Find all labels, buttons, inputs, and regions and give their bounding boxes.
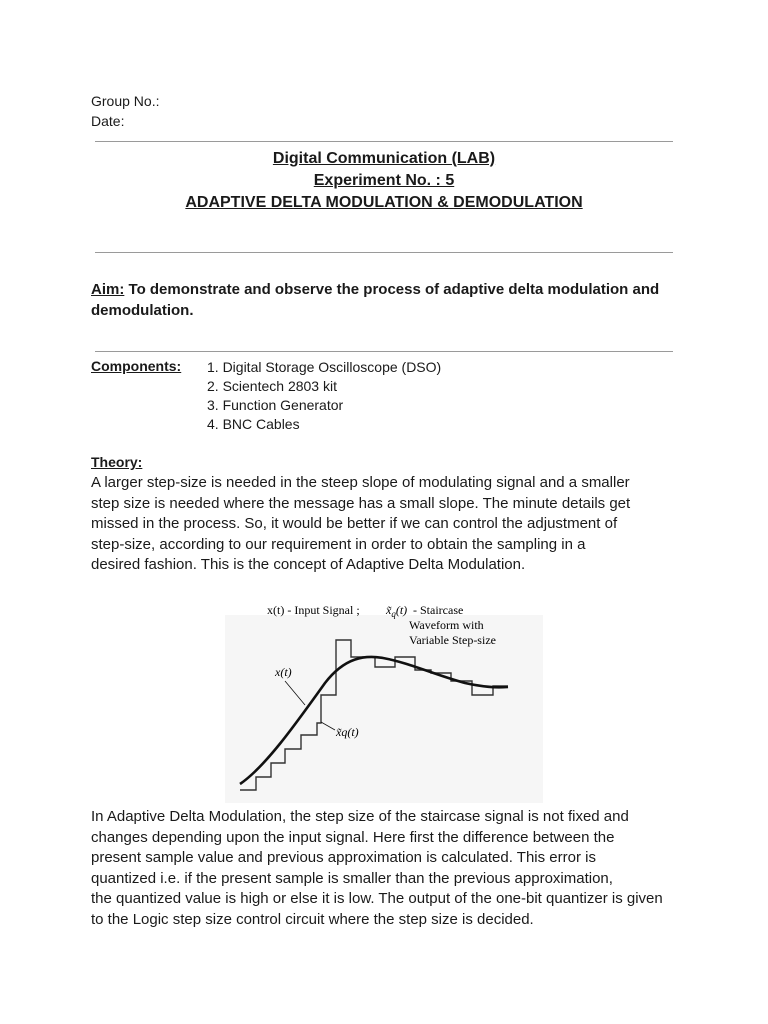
figure-caption-staircase: - Staircase (413, 603, 464, 617)
divider-after-title (95, 252, 673, 253)
aim-text-1: To demonstrate and observe the process of adaptive delta modulation and (128, 281, 660, 298)
aim-text-2: demodulation. (91, 302, 194, 319)
experiment-number: Experiment No. : 5 (313, 172, 455, 189)
divider-top (95, 141, 673, 142)
component-item: 2. Scientech 2803 kit (207, 378, 337, 394)
paragraph-line: the quantized value is high or else it is low. The output of the one-bit quantizer is given (91, 890, 663, 908)
components-label: Components: (91, 358, 182, 374)
paragraph-line: changes depending upon the input signal. Here first the difference between the (91, 828, 615, 846)
theory-line: missed in the process. So, it would be better if we can control the adjustment of (91, 515, 618, 533)
label-x-of-t: x(t) (275, 665, 292, 679)
course-title: Digital Communication (LAB) (272, 150, 496, 167)
theory-label: Theory: (91, 454, 143, 470)
theory-line: A larger step-size is needed in the steep slope of modulating signal and a smaller (91, 474, 630, 491)
label-xq-of-t: x̃q(t) (336, 725, 359, 739)
theory-line: desired fashion. This is the concept of Adaptive Delta Modulation. (91, 556, 526, 574)
theory-line: step size is needed where the message has a small slope. The minute details get (91, 494, 631, 512)
paragraph-line: In Adaptive Delta Modulation, the step size of the staircase signal is not fixed and (91, 808, 629, 825)
theory-line: step-size, according to our requirement in order to obtain the sampling in a (91, 535, 586, 553)
figure-caption-input: x(t) - Input Signal ; (267, 603, 360, 617)
paragraph-line: quantized i.e. if the present sample is smaller than the previous approximation, (91, 869, 613, 887)
paragraph-line: present sample value and previous approximation is calculated. This error is (91, 849, 596, 867)
aim-label: Aim: (91, 281, 125, 298)
figure-caption-waveform: Waveform with (409, 618, 484, 632)
date-label: Date: (91, 113, 125, 129)
component-item: 4. BNC Cables (207, 416, 300, 432)
paragraph-line: to the Logic step size control circuit where the step size is decided. (91, 910, 534, 928)
components-list (207, 358, 441, 434)
figure-caption-symbol: $x̃_q(t)$ (386, 603, 408, 619)
experiment-topic: ADAPTIVE DELTA MODULATION & DEMODULATION (185, 194, 583, 211)
aim-line-1 (91, 279, 691, 300)
theory-paragraph (91, 473, 691, 576)
adm-paragraph (91, 807, 691, 931)
component-item: 1. Digital Storage Oscilloscope (DSO) (207, 359, 442, 375)
group-number-label: Group No.: (91, 93, 160, 109)
adm-waveform-figure (225, 595, 545, 805)
components-label-wrap (91, 358, 181, 374)
theory-label-wrap (91, 454, 142, 470)
aim-section (91, 279, 691, 321)
figure-caption-variable: Variable Step-size (409, 633, 496, 647)
divider-after-aim (95, 351, 673, 352)
component-item: 3. Function Generator (207, 397, 344, 413)
